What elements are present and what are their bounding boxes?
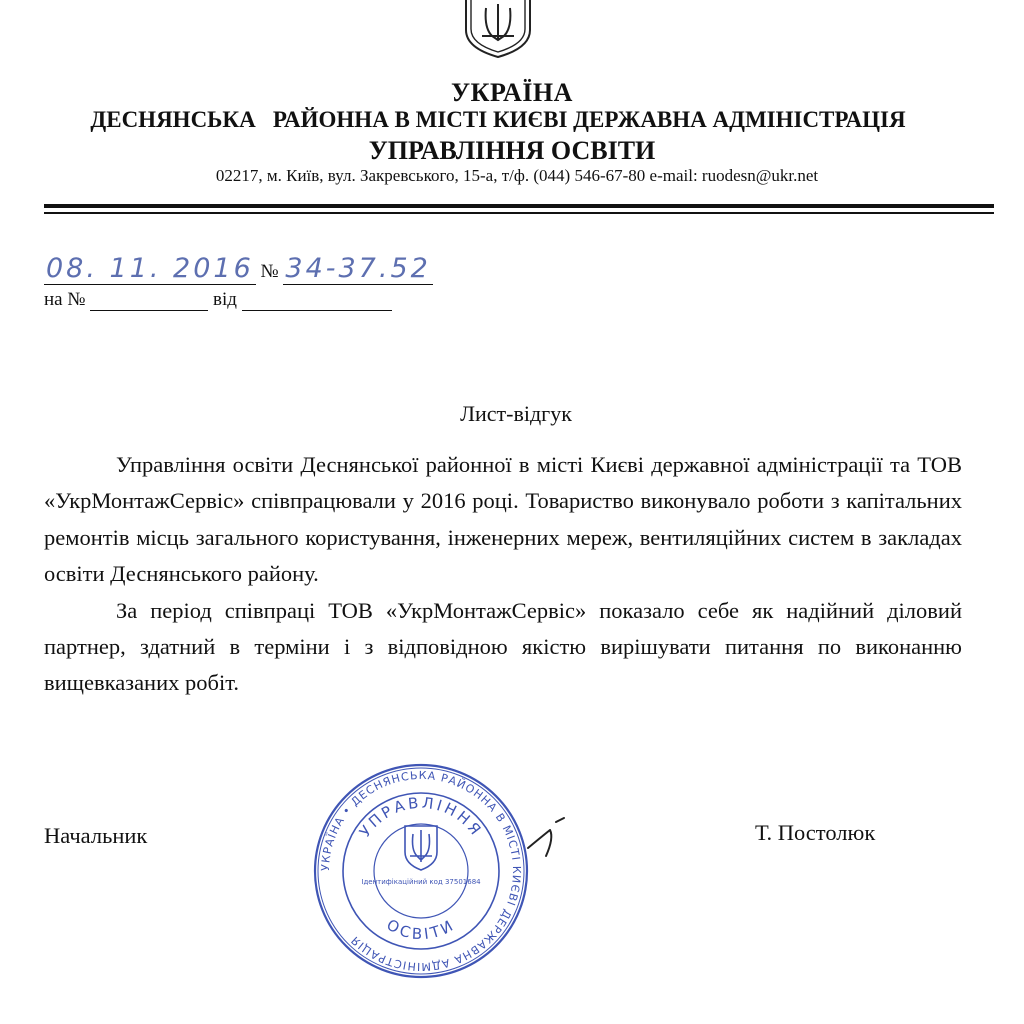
header-rule-thick [44, 204, 994, 208]
letter-paragraph: За період співпраці ТОВ «УкрМонтажСервіс» показало себе як надійний діловий партнер, здатний в терміни і з відповідною якістю вирішувати питання по виконанню вищевказаних робіт. [44, 597, 962, 696]
seal-graphic [310, 760, 532, 982]
header-administration: ДЕСНЯНСЬКА РАЙОННА В МІСТІ КИЄВІ ДЕРЖАВНА АДМІНІСТРАЦІЯ [90, 107, 906, 132]
seal-inner-bottom: ОСВІТИ [383, 915, 459, 944]
reference-number-blank [90, 288, 208, 311]
header-rule-thin [44, 212, 994, 214]
registration-number: 34-37.52 [285, 253, 431, 284]
header-department: УПРАВЛІННЯ ОСВІТИ [368, 136, 656, 165]
reference-number-label: на № [44, 289, 86, 310]
coat-of-arms [458, 0, 538, 58]
seal-center-label: Ідентифікаційний код 37501684 [361, 878, 481, 886]
header-address: 02217, м. Київ, вул. Закревського, 15-а, т/ф. (044) 546-67-80 e-mail: ruodesn@ukr.net [215, 166, 819, 185]
signature-name: Т. Постолюк [755, 820, 876, 845]
letter-title: Лист-відгук [460, 401, 572, 426]
header-country: УКРАЇНА [451, 78, 573, 107]
trident-icon [458, 0, 538, 58]
seal-inner-top: УПРАВЛІННЯ [355, 793, 487, 841]
svg-text:ОСВІТИ [384, 916, 459, 944]
handwritten-signature [520, 808, 580, 868]
reference-date-blank [242, 288, 392, 311]
registration-date: 08. 11. 2016 [46, 253, 254, 284]
official-seal [310, 760, 532, 982]
signature-role: Начальник [44, 823, 148, 848]
registration-line [44, 253, 433, 285]
reference-from-label: від [212, 289, 237, 310]
seal-outer-text: УКРАЇНА • ДЕСНЯНСЬКА РАЙОННА В МІСТІ КИЄВІ ДЕРЖАВНА АДМІНІСТРАЦІЯ [318, 768, 524, 974]
letter-body [44, 447, 962, 702]
seal-trident-icon [405, 826, 437, 870]
reference-line [44, 288, 392, 311]
letter-paragraph: Управління освіти Деснянської районної в місті Києві державної адміністрації та ТОВ «УкрМонтажСервіс» співпрацювали у 2016 році. Товариство виконувало роботи з капітальних ремонтів місць загального користування, інженерних мереж, вентиляційних систем в закладах освіти Деснянського району. [44, 452, 962, 587]
registration-number-label: № [260, 261, 279, 282]
